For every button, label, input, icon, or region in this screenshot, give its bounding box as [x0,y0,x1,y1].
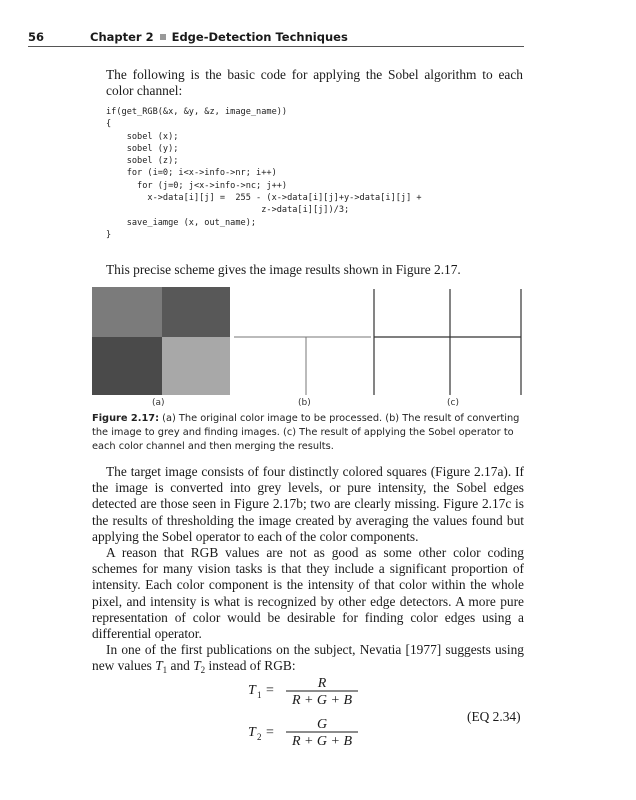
square-bottom-right [162,337,230,395]
panel-c-sobel-edges [374,289,521,395]
sublabel-a: (a) [152,398,165,408]
symbol-t1: T [155,658,163,674]
nevatia-and: and [167,658,194,674]
sublabel-b: (b) [298,398,311,408]
eq-t1-lhs: T [248,683,256,698]
results-sentence: This precise scheme gives the image results shown in Figure 2.17. [106,262,461,277]
nevatia-text-before: In one of the first publications on the subject, Nevatia [1977] suggests using new values [92,642,524,674]
intro-paragraph: The following is the basic code for applying the Sobel algorithm to each color channel: [106,67,523,99]
code-line: for (i=0; i<x->info->nr; i++) [126,168,277,179]
eq-t2-denominator: R + G + B [291,734,353,749]
paragraph-rgb-reason: A reason that RGB values are not as good as some other color coding schemes for many vision tasks is that they include a significant proportion of intensity. Each color component is the intensity of that color within the whole pixel, and intensity is what is recognized by other edge detectors. A more pure representation of color would be desirable for finding color edges using a differential operator. [92,545,524,642]
code-line: z->data[i][j])/3; [261,205,350,216]
square-bottom-left [92,337,162,395]
code-line: x->data[i][j] = 255 - (x->data[i][j]+y->data[i][j] + [147,193,422,204]
square-top-left-fill [92,287,162,337]
sublabel-c: (c) [447,398,459,408]
symbol-t1-subscript: 1 [162,665,168,676]
eq-t1-subscript: 1 [257,690,262,700]
eq-t2-equals: = [266,725,274,740]
nevatia-text-after: instead of RGB: [205,658,296,674]
eq-t1-equals: = [266,683,274,698]
code-line: { [106,119,112,130]
page-number: 56 [28,30,45,44]
eq-t1-numerator: R [317,676,327,691]
code-line: for (j=0; j<x->info->nc; j++) [137,180,288,191]
body-text [92,464,524,679]
eq-t2-numerator: G [316,717,328,732]
eq-t2-lhs: T [248,725,256,740]
code-line: sobel (y); [126,143,179,154]
equation-number: (EQ 2.34) [467,709,521,724]
code-line: sobel (z); [126,156,179,167]
eq-t2-subscript: 2 [257,732,262,742]
code-listing [106,106,526,241]
eq-t1-denominator: R + G + B [291,693,353,708]
header-separator-square [160,34,166,40]
code-line: save_iamge (x, out_name); [126,217,257,228]
paragraph-target-image: The target image consists of four distinctly colored squares (Figure 2.17a). If the image is converted into grey levels, or pure intensity, the Sobel edges detected are those seen in Figure 2.17b; two are clearly missing. Figure 2.17c is the results of thresholding the image created by averaging the values found but applying the Sobel operator to each of the color components. [92,464,524,544]
figure-2-17 [92,287,524,395]
square-top-right [162,287,230,337]
caption-text: (a) The original color image to be processed. (b) The result of converting the image to grey and finding images. (c) The result of applying the Sobel operator to each color channel and then merging the results. [92,413,520,452]
code-line: sobel (x); [126,131,179,142]
symbol-t2: T [193,658,201,674]
symbol-t2-subscript: 2 [200,665,206,676]
code-line: if(get_RGB(&x, &y, &z, image_name)) [106,107,288,117]
chapter-heading [90,30,348,44]
figure-caption [92,412,524,454]
equation-2-34 [240,668,380,750]
caption-label: Figure 2.17: [92,413,160,424]
panel-b-grey-edges [234,337,371,395]
header-rule [28,46,524,47]
chapter-label: Chapter 2 [90,30,154,44]
panel-a-color-squares [92,287,230,395]
code-line: } [106,229,112,240]
chapter-title: Edge-Detection Techniques [171,30,348,44]
